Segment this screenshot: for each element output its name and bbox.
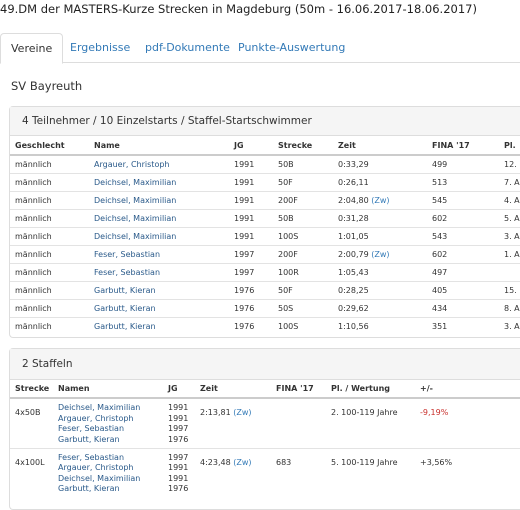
- wertung-cell: 2. 100-119 Jahre: [331, 398, 420, 448]
- table-row: [10, 155, 520, 173]
- platz-cell: 15.: [504, 281, 520, 299]
- wertung-cell: 5. 100-119 Jahre: [331, 448, 420, 498]
- zeit-cell: [338, 317, 432, 335]
- strecke-cell: 100S: [278, 227, 338, 245]
- club-name: SV Bayreuth: [11, 79, 83, 93]
- swimmer-link[interactable]: Feser, Sebastian: [58, 424, 125, 433]
- platz-cell: 12.: [504, 155, 520, 173]
- col-zeit: Zeit: [200, 380, 276, 398]
- platz-cell: 8. A: [504, 299, 520, 317]
- geschlecht-cell: männlich: [10, 263, 94, 281]
- strecke-cell: 100R: [278, 263, 338, 281]
- swimmer-link[interactable]: Argauer, Christoph: [58, 413, 134, 423]
- name-link[interactable]: Argauer, Christoph: [94, 155, 234, 173]
- jg-cell: [168, 398, 200, 448]
- strecke-cell: 50B: [278, 209, 338, 227]
- zeit-cell: [200, 398, 276, 448]
- col-strecke: Strecke: [10, 380, 58, 398]
- col-diff: +/-: [420, 380, 520, 398]
- relays-body: [10, 398, 520, 498]
- strecke-cell: 100S: [278, 317, 338, 335]
- table-row: [10, 398, 520, 448]
- strecke-cell: 4x100L: [10, 448, 58, 498]
- zeit-value: 0:33,29: [338, 159, 369, 169]
- name-link[interactable]: Feser, Sebastian: [94, 245, 234, 263]
- strecke-cell: 50F: [278, 173, 338, 191]
- geschlecht-cell: männlich: [10, 227, 94, 245]
- page-title: 49.DM der MASTERS-Kurze Strecken in Magdeburg (50m - 16.06.2017-18.06.2017): [0, 2, 477, 16]
- zeit-value: 0:29,62: [338, 303, 369, 313]
- name-link[interactable]: Garbutt, Kieran: [94, 299, 234, 317]
- name-link[interactable]: Feser, Sebastian: [94, 263, 234, 281]
- strecke-cell: 50B: [278, 155, 338, 173]
- zwischenzeit-link[interactable]: (Zw): [371, 195, 390, 205]
- zeit-cell: [338, 299, 432, 317]
- relays-table: [10, 380, 520, 498]
- strecke-cell: 200F: [278, 191, 338, 209]
- strecke-cell: 50F: [278, 281, 338, 299]
- starts-table: [10, 136, 520, 335]
- col-name: Name: [94, 136, 234, 155]
- platz-cell: [504, 263, 520, 281]
- zeit-cell: [338, 191, 432, 209]
- jg-cell: 1991: [234, 155, 278, 173]
- col-platz: Pl.: [504, 136, 520, 155]
- col-fina: FINA '17: [432, 136, 504, 155]
- jg-cell: 1991: [234, 191, 278, 209]
- table-row: [10, 299, 520, 317]
- jg-value: 1991: [168, 413, 189, 423]
- zeit-cell: [338, 209, 432, 227]
- col-fina: FINA '17: [276, 380, 331, 398]
- col-strecke: Strecke: [278, 136, 338, 155]
- jg-cell: 1976: [234, 317, 278, 335]
- jg-cell: 1976: [234, 281, 278, 299]
- jg-value: 1991: [168, 463, 189, 472]
- table-row: [10, 191, 520, 209]
- name-link[interactable]: Deichsel, Maximilian: [94, 227, 234, 245]
- geschlecht-cell: männlich: [10, 281, 94, 299]
- fina-cell: 602: [432, 245, 504, 263]
- strecke-cell: 50S: [278, 299, 338, 317]
- geschlecht-cell: männlich: [10, 155, 94, 173]
- zwischenzeit-link[interactable]: (Zw): [371, 249, 390, 259]
- zeit-value: 2:13,81: [200, 408, 231, 417]
- name-link[interactable]: Garbutt, Kieran: [94, 317, 234, 335]
- name-link[interactable]: Garbutt, Kieran: [94, 281, 234, 299]
- jg-cell: 1991: [234, 173, 278, 191]
- jg-value: 1976: [168, 484, 189, 493]
- jg-cell: 1997: [234, 263, 278, 281]
- zeit-value: 0:28,25: [338, 285, 369, 295]
- name-link[interactable]: Deichsel, Maximilian: [94, 173, 234, 191]
- starts-body: [10, 155, 520, 335]
- starts-panel: [9, 106, 520, 338]
- col-zeit: Zeit: [338, 136, 432, 155]
- geschlecht-cell: männlich: [10, 245, 94, 263]
- table-row: [10, 245, 520, 263]
- swimmer-link[interactable]: Deichsel, Maximilian: [58, 403, 141, 412]
- jg-value: 1976: [168, 434, 189, 444]
- names-cell: [58, 398, 168, 448]
- relays-heading: 2 Staffeln: [10, 349, 520, 380]
- starts-heading: 4 Teilnehmer / 10 Einzelstarts / Staffel-Startschwimmer: [10, 107, 520, 136]
- diff-cell: -9,19%: [420, 398, 520, 448]
- jg-value: 1997: [168, 452, 189, 462]
- jg-cell: 1991: [234, 209, 278, 227]
- fina-cell: 543: [432, 227, 504, 245]
- jg-value: 1991: [168, 473, 189, 483]
- col-namen: Namen: [58, 380, 168, 398]
- tab-bar: [0, 33, 520, 63]
- strecke-cell: 200F: [278, 245, 338, 263]
- swimmer-link[interactable]: Garbutt, Kieran: [58, 434, 120, 444]
- table-row: [10, 281, 520, 299]
- zwischenzeit-link[interactable]: (Zw): [233, 457, 252, 467]
- fina-cell: 513: [432, 173, 504, 191]
- relays-panel: [9, 348, 520, 510]
- jg-cell: 1991: [234, 227, 278, 245]
- zeit-cell: [338, 245, 432, 263]
- geschlecht-cell: männlich: [10, 209, 94, 227]
- zeit-value: 0:26,11: [338, 177, 369, 187]
- zeit-cell: [338, 227, 432, 245]
- diff-cell: +3,56%: [420, 448, 520, 498]
- zeit-value: 0:31,28: [338, 213, 369, 223]
- fina-cell: 434: [432, 299, 504, 317]
- fina-cell: 499: [432, 155, 504, 173]
- swimmer-link[interactable]: Garbutt, Kieran: [58, 484, 120, 493]
- strecke-cell: 4x50B: [10, 398, 58, 448]
- table-row: [10, 227, 520, 245]
- zeit-cell: [338, 155, 432, 173]
- fina-cell: 683: [276, 448, 331, 498]
- table-row: [10, 209, 520, 227]
- geschlecht-cell: männlich: [10, 317, 94, 335]
- zeit-cell: [338, 173, 432, 191]
- table-row: [10, 173, 520, 191]
- tab-pdf-dokumente[interactable]: pdf-Dokumente: [145, 41, 230, 54]
- fina-cell: [276, 398, 331, 448]
- table-row: [10, 317, 520, 335]
- platz-cell: 3. A: [504, 227, 520, 245]
- platz-cell: 7. A: [504, 173, 520, 191]
- swimmer-link[interactable]: Feser, Sebastian: [58, 452, 125, 462]
- tab-vereine[interactable]: Vereine: [0, 33, 63, 64]
- zeit-value: 1:05,43: [338, 267, 369, 277]
- swimmer-link[interactable]: Argauer, Christoph: [58, 463, 134, 472]
- platz-cell: 5. A: [504, 209, 520, 227]
- zeit-cell: [338, 281, 432, 299]
- zeit-value: 1:10,56: [338, 321, 369, 331]
- jg-cell: 1976: [234, 299, 278, 317]
- jg-value: 1997: [168, 424, 189, 433]
- col-wertung: Pl. / Wertung: [331, 380, 420, 398]
- table-row: [10, 263, 520, 281]
- zeit-value: 2:04,80: [338, 195, 369, 205]
- fina-cell: 497: [432, 263, 504, 281]
- name-link[interactable]: Deichsel, Maximilian: [94, 209, 234, 227]
- platz-cell: 4. A: [504, 191, 520, 209]
- zeit-value: 1:01,05: [338, 231, 369, 241]
- geschlecht-cell: männlich: [10, 173, 94, 191]
- zwischenzeit-link[interactable]: (Zw): [233, 408, 252, 417]
- swimmer-link[interactable]: Deichsel, Maximilian: [58, 473, 141, 483]
- tab-ergebnisse[interactable]: Ergebnisse: [70, 41, 131, 54]
- zeit-cell: [338, 263, 432, 281]
- zeit-value: 4:23,48: [200, 457, 231, 467]
- platz-cell: 3. A: [504, 317, 520, 335]
- fina-cell: 351: [432, 317, 504, 335]
- col-geschlecht: Geschlecht: [10, 136, 94, 155]
- fina-cell: 602: [432, 209, 504, 227]
- geschlecht-cell: männlich: [10, 191, 94, 209]
- name-link[interactable]: Deichsel, Maximilian: [94, 191, 234, 209]
- fina-cell: 405: [432, 281, 504, 299]
- geschlecht-cell: männlich: [10, 299, 94, 317]
- jg-cell: 1997: [234, 245, 278, 263]
- jg-value: 1991: [168, 403, 189, 412]
- col-jg: JG: [168, 380, 200, 398]
- fina-cell: 545: [432, 191, 504, 209]
- col-jg: JG: [234, 136, 278, 155]
- platz-cell: 1. A: [504, 245, 520, 263]
- tab-punkte-auswertung[interactable]: Punkte-Auswertung: [238, 41, 346, 54]
- zeit-value: 2:00,79: [338, 249, 369, 259]
